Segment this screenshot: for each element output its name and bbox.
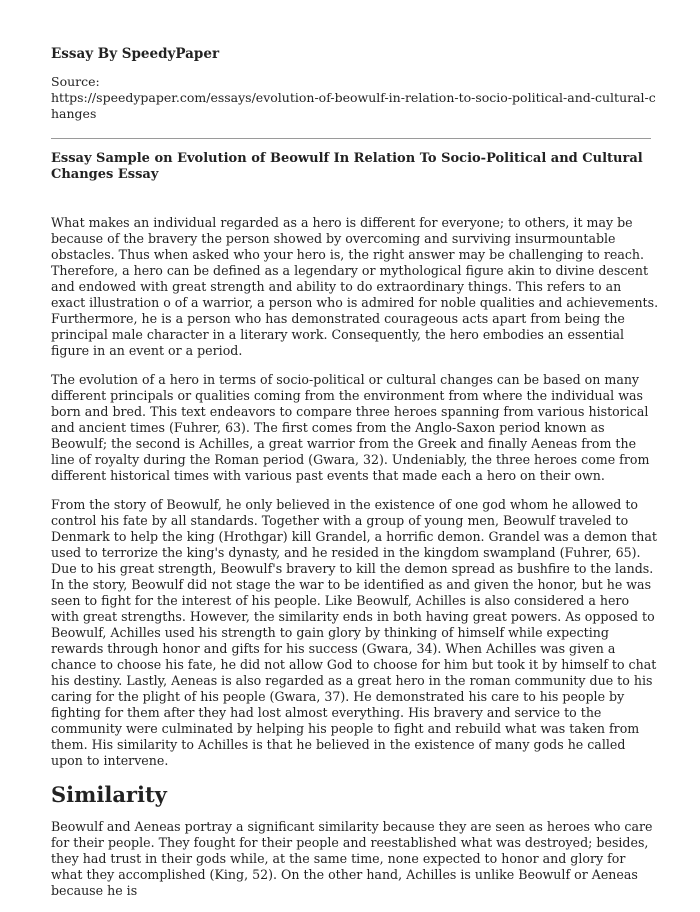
essay-paragraph: The evolution of a hero in terms of socio-political or cultural changes can be based on many different principals or qualities coming from the environment from where the individual was born and bred. This text endeavors to compare three heroes spanning from various historical and ancient times (Fuhrer, 63). The first comes from the Anglo-Saxon period known as Beowulf; the second is Achilles, a great warrior from the Greek and finally Aeneas from the line of royalty during the Roman period (Gwara, 32). Undeniably, the three heroes come from different historical times with various past events that made each a hero on their own. [51, 372, 650, 483]
essay-paragraph: From the story of Beowulf, he only believed in the existence of one god whom he allowed to control his fate by all standards. Together with a group of young men, Beowulf traveled to Denmark to help the king (Hrothgar) kill Grandel, a horrific demon. Grandel was a demon that used to terrorize the king's dynasty, and he resided in the kingdom swampland (Fuhrer, 65). Due to his great strength, Beowulf's bravery to kill the demon spread as bushfire to the lands. In the story, Beowulf did not stage the war to be identified as and given the honor, but he was seen to fight for the interest of his people. Like Beowulf, Achilles is also considered a hero with great strengths. However, the similarity ends in both having great powers. As opposed to Beowulf, Achilles used his strength to gain glory by thinking of himself while expecting rewards through honor and gifts for his success (Gwara, 34). When Achilles was given a chance to choose his fate, he did not allow God to choose for him but took it by himself to chat his destiny. Lastly, Aeneas is also regarded as a great hero in the roman community due to his caring for the plight of his people (Gwara, 37). He demonstrated his care to his people by fighting for them after they had lost almost everything. His bravery and service to the community were culminated by helping his people to fight and rebuild what was taken from them. His similarity to Achilles is that he believed in the existence of many gods he called upon to intervene. [51, 497, 657, 768]
header-divider [51, 138, 651, 139]
source-block [51, 74, 661, 122]
source-label: Source: [51, 74, 100, 89]
section-heading: Similarity [51, 782, 167, 807]
essay-paragraph: What makes an individual regarded as a hero is different for everyone; to others, it may be because of the bravery the person showed by overcoming and surviving insurmountable obstacles. Thus when asked who your hero is, the right answer may be challenging to reach. Therefore, a hero can be defined as a legendary or mythological figure akin to divine descent and endowed with great strength and ability to do extraordinary things. This refers to an exact illustration o of a warrior, a person who is admired for noble qualities and achievements. Furthermore, he is a person who has demonstrated courageous acts apart from being the principal male character in a literary work. Consequently, the hero embodies an essential figure in an event or a period. [51, 215, 659, 358]
section-paragraph: Beowulf and Aeneas portray a significant similarity because they are seen as heroes who care for their people. They fought for their people and reestablished what was destroyed; besides, they had trust in their gods while, at the same time, none expected to honor and glory for what they accomplished (King, 52). On the other hand, Achilles is unlike Beowulf or Aeneas because he is [51, 819, 653, 898]
source-url: https://speedypaper.com/essays/evolution-of-beowulf-in-relation-to-socio-political-and-cultural-changes [51, 90, 656, 121]
document-header-title: Essay By SpeedyPaper [51, 46, 220, 62]
essay-title: Essay Sample on Evolution of Beowulf In Relation To Socio-Political and Cultural Changes Essay [51, 151, 643, 182]
essay-body [51, 215, 659, 912]
